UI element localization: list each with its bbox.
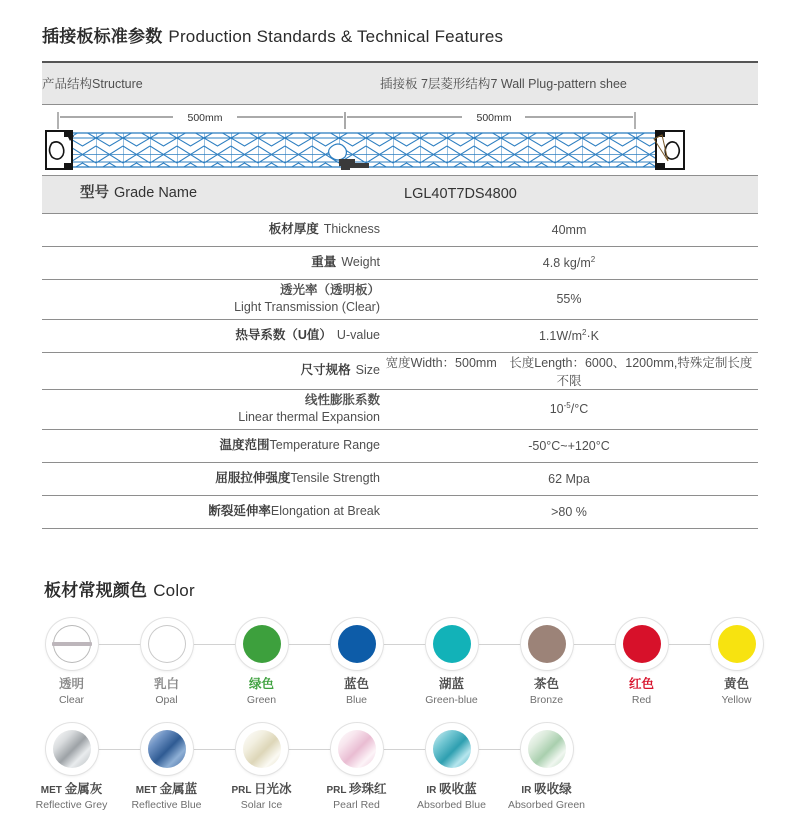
light-transmission-label-cn: 透光率（透明板）: [279, 283, 380, 298]
structure-value-cell: [380, 62, 758, 104]
swatch-label-en: Pearl Red: [333, 798, 380, 811]
swatch-label-cn: MET 金属灰: [40, 782, 103, 796]
swatch-color-dot: [148, 625, 186, 663]
thickness-value-cell: 40mm: [551, 222, 587, 237]
color-swatch-blue[interactable]: [309, 618, 404, 707]
swatch-label: [154, 677, 179, 707]
color-swatch-pearl-red[interactable]: [309, 723, 404, 812]
structure-label-cell: [42, 62, 380, 104]
table-row-weight: [42, 246, 758, 279]
specs-section-title: [42, 22, 503, 47]
swatch-label: [131, 782, 201, 812]
swatch-label-cn: IR 吸收蓝: [426, 782, 477, 796]
u-value-tail: ·K: [586, 329, 599, 344]
swatch-label-prefix: MET: [135, 785, 160, 796]
swatch-color-dot: [433, 730, 471, 768]
swatch-label-en: Absorbed Blue: [417, 798, 486, 811]
swatch-color-dot: [243, 730, 281, 768]
specifications-table: [42, 61, 758, 529]
elongation-label-en: Elongation at Break: [270, 504, 380, 519]
thermal-expansion-sup: -5: [563, 401, 571, 411]
swatch-label: [425, 677, 478, 707]
swatch-ring: [331, 723, 383, 775]
u-value-sup: 2: [582, 327, 587, 337]
table-row-light-transmission: [42, 279, 758, 319]
color-swatch-clear[interactable]: [24, 618, 119, 707]
right-end-cap: [654, 131, 684, 169]
swatch-label: [326, 782, 386, 812]
size-value-cell: 宽度Width：500mm 长度Length：6000、1200mm,特殊定制长度不限: [385, 355, 753, 388]
thermal-expansion-label-en: Linear thermal Expansion: [238, 410, 380, 424]
weight-label-cn: 重量: [311, 255, 337, 270]
swatch-label-prefix: PRL: [326, 785, 350, 796]
swatch-label-en: Red: [631, 693, 652, 706]
swatch-label-cn: MET 金属蓝: [135, 782, 198, 796]
color-swatch-solar-ice[interactable]: [214, 723, 309, 812]
thermal-expansion-label-cell: [42, 389, 380, 429]
structure-value-cn: 插接板 7层菱形结构: [380, 77, 491, 92]
swatch-label: [530, 677, 563, 707]
swatch-label-cn: PRL 珍珠红: [326, 782, 387, 796]
swatch-label-prefix: PRL: [231, 785, 255, 796]
swatch-ring: [46, 723, 98, 775]
swatch-label-en: Green: [246, 693, 277, 706]
swatch-ring: [46, 618, 98, 670]
swatch-ring: [426, 618, 478, 670]
structure-value-en: 7 Wall Plug-pattern shee: [490, 77, 627, 92]
swatch-label-cn: 黄色: [723, 677, 749, 691]
dimension-label-left: 500mm: [187, 111, 223, 124]
swatch-label-en: Solar Ice: [240, 798, 283, 811]
weight-label-cell: [42, 246, 380, 279]
light-transmission-label-cell: [42, 279, 380, 319]
thickness-label-en: Thickness: [323, 222, 380, 237]
swatch-ring: [141, 618, 193, 670]
light-transmission-value-cell: 55%: [556, 292, 582, 306]
thermal-expansion-tail: /°C: [570, 402, 589, 417]
tensile-strength-value-cell: 62 Mpa: [548, 471, 590, 486]
swatch-ring: [521, 723, 573, 775]
swatch-label: [231, 782, 291, 812]
swatch-label: [344, 677, 369, 707]
swatch-label-en: Yellow: [721, 693, 752, 706]
color-swatch-green-blue[interactable]: [404, 618, 499, 707]
u-value-value-cell: [380, 319, 758, 352]
specs-title-en: Production Standards & Technical Features: [168, 27, 504, 46]
tensile-strength-label-en: Tensile Strength: [290, 471, 380, 486]
table-row-tensile-strength: [42, 462, 758, 495]
elongation-label-cell: [42, 495, 380, 528]
table-row-size: [42, 352, 758, 389]
structure-label-en: Structure: [92, 77, 143, 92]
size-label-cell: [42, 352, 380, 389]
table-row-u-value: [42, 319, 758, 352]
weight-value-text: 4.8 kg/m: [542, 256, 591, 271]
light-transmission-label-en: Light Transmission (Clear): [234, 300, 380, 314]
swatch-label-cn: 蓝色: [343, 677, 369, 691]
elongation-label-cn: 断裂延伸率: [208, 504, 271, 519]
swatch-color-dot: [53, 730, 91, 768]
swatch-label: [629, 677, 654, 707]
swatch-label-cn: PRL 日光冰: [231, 782, 292, 796]
color-swatch-absorbed-blue[interactable]: [404, 723, 499, 812]
swatch-label-cn: IR 吸收绿: [521, 782, 572, 796]
thermal-expansion-label-cn: 线性膨胀系数: [304, 393, 380, 408]
color-swatch-reflective-blue[interactable]: [119, 723, 214, 812]
color-swatch-row-standard: [24, 618, 784, 707]
swatch-label-en: Clear: [58, 693, 85, 706]
color-swatch-bronze[interactable]: [499, 618, 594, 707]
swatch-color-dot: [718, 625, 756, 663]
swatch-label-cn: 透明: [58, 677, 84, 691]
left-end-cap: [46, 131, 74, 169]
grade-label-en: Grade Name: [114, 185, 198, 202]
swatch-color-dot: [433, 625, 471, 663]
table-row-temperature-range: [42, 429, 758, 462]
swatch-color-dot: [148, 730, 186, 768]
swatch-label-prefix: IR: [521, 785, 535, 796]
temperature-range-label-cn: 温度范围: [219, 438, 270, 453]
color-swatch-green[interactable]: [214, 618, 309, 707]
u-value-label-cell: [42, 319, 380, 352]
swatch-label-prefix: MET: [40, 785, 65, 796]
swatch-label-en: Reflective Blue: [131, 798, 202, 811]
thickness-label-cell: [42, 213, 380, 246]
swatch-label-cn: 湖蓝: [438, 677, 464, 691]
swatch-label: [36, 782, 108, 812]
swatch-ring: [141, 723, 193, 775]
swatch-color-dot: [243, 625, 281, 663]
swatch-label-cn: 茶色: [533, 677, 559, 691]
table-row-structure: [42, 62, 758, 104]
specifications-table-body: [42, 62, 758, 528]
weight-value-cell: [380, 246, 758, 279]
table-row-diagram: [42, 104, 758, 175]
panel-body: [66, 133, 662, 167]
swatch-ring: [236, 723, 288, 775]
table-row-grade-name: [42, 175, 758, 213]
dimension-label-right: 500mm: [476, 111, 512, 124]
thermal-expansion-value-text: 10: [549, 402, 564, 417]
color-swatch-opal[interactable]: [119, 618, 214, 707]
tensile-strength-label-cell: [42, 462, 380, 495]
swatch-color-dot: [623, 625, 661, 663]
table-row-thickness: [42, 213, 758, 246]
temperature-range-label-en: Temperature Range: [269, 438, 380, 453]
size-label-en: Size: [355, 363, 380, 378]
color-title-en: Color: [153, 581, 195, 600]
table-row-elongation: [42, 495, 758, 528]
swatch-label-en: Reflective Grey: [35, 798, 108, 811]
color-swatch-absorbed-green[interactable]: [499, 723, 594, 812]
thickness-label-cn: 板材厚度: [268, 222, 319, 237]
color-section-title: [44, 576, 195, 601]
swatch-label-cn: 红色: [628, 677, 654, 691]
swatch-label-cn: 绿色: [248, 677, 274, 691]
swatch-label-en: Absorbed Green: [507, 798, 586, 811]
clear-indicator-bar: [52, 642, 92, 646]
specs-title-cn: 插接板标准参数: [42, 27, 163, 46]
grade-value-cell: LGL40T7DS4800: [380, 175, 758, 213]
color-swatch-red[interactable]: [594, 618, 689, 707]
swatch-label: [247, 677, 276, 707]
structure-label-cn: 产品结构: [42, 77, 93, 92]
color-swatch-row-special: [24, 723, 594, 812]
swatch-label-prefix: IR: [426, 785, 440, 796]
diagram-cell: [42, 104, 758, 175]
swatch-label-en: Bronze: [529, 693, 564, 706]
panel-cross-section-svg: [42, 105, 758, 175]
swatch-ring: [711, 618, 763, 670]
swatch-color-dot: [528, 730, 566, 768]
temperature-range-label-cell: [42, 429, 380, 462]
color-title-cn: 板材常规颜色: [44, 581, 148, 600]
swatch-ring: [521, 618, 573, 670]
swatch-label-en: Blue: [345, 693, 367, 706]
grade-label-cell: [42, 175, 380, 213]
color-swatch-yellow[interactable]: [689, 618, 784, 707]
swatch-label-cn: 乳白: [153, 677, 179, 691]
swatch-label: [59, 677, 84, 707]
tensile-strength-label-cn: 屈服拉伸强度: [215, 471, 291, 486]
swatch-ring: [331, 618, 383, 670]
u-value-text: 1.1W/m: [538, 329, 583, 344]
table-row-thermal-expansion: [42, 389, 758, 429]
grade-label-cn: 型号: [80, 185, 109, 202]
swatch-label-en: Opal: [155, 693, 178, 706]
u-value-label-en: U-value: [336, 328, 380, 343]
swatch-ring: [616, 618, 668, 670]
swatch-label: [508, 782, 585, 812]
swatch-color-dot: [338, 730, 376, 768]
swatch-color-dot: [528, 625, 566, 663]
weight-value-sup: 2: [590, 254, 596, 264]
elongation-value-cell: >80 %: [551, 504, 587, 519]
color-swatch-reflective-grey[interactable]: [24, 723, 119, 812]
size-label-cn: 尺寸规格: [300, 363, 351, 378]
swatch-ring: [236, 618, 288, 670]
swatch-color-dot: [338, 625, 376, 663]
swatch-label: [722, 677, 752, 707]
cross-section-diagram: [42, 105, 758, 175]
swatch-label: [417, 782, 486, 812]
u-value-label-cn: 热导系数（U值）: [235, 328, 332, 343]
swatch-ring: [426, 723, 478, 775]
weight-label-en: Weight: [341, 255, 380, 270]
temperature-range-value-cell: -50°C~+120°C: [528, 438, 610, 453]
thermal-expansion-value-cell: [380, 389, 758, 429]
swatch-label-en: Green-blue: [425, 693, 478, 706]
